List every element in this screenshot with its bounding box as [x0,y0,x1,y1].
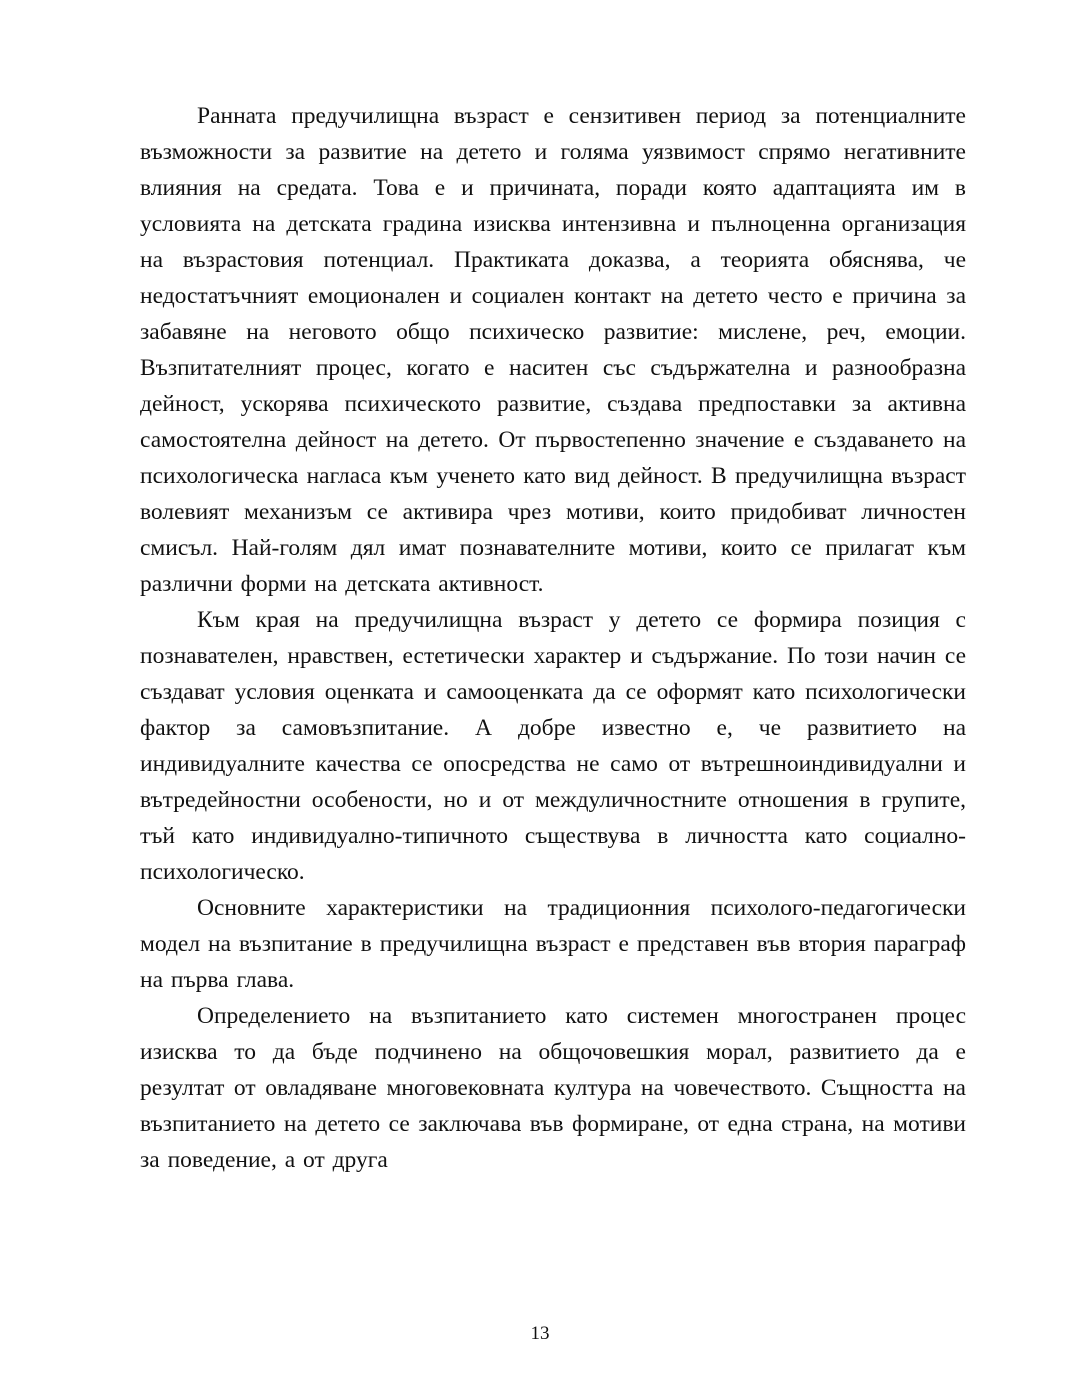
page-body-text [140,98,966,1178]
paragraph: Основните характеристики на традиционния психолого-педагогически модел на възпитание в предучилищна възраст е представен във втория параграф на първа глава. [140,895,966,993]
page-number: 13 [530,1323,550,1344]
paragraph: Към края на предучилищна възраст у детето се формира позиция с познавателен, нравствен, естетически характер и съдържание. По този начин се създават условия оценката и самооценката да се оформят като психологически фактор за самовъзпитание. А добре известно е, че развитието на индивидуалните качества се опосредства не само от вътрешноиндивидуални и вътредейностни особености, но и от междуличностните отношения в групите, тъй като индивидуално-типичното съществува в личността като социално-психологическо. [140,607,966,885]
paragraph: Ранната предучилищна възраст е сензитивен период за потенциалните възможности за развитие на детето и голяма уязвимост спрямо негативните влияния на средата. Това е и причината, поради която адаптацията им в условията на детската градина изисква интензивна и пълноценна организация на възрастовия потенциал. Практиката доказва, а теорията обяснява, че недостатъчният емоционален и социален контакт на детето често е причина за забавяне на неговото общо психическо развитие: мислене, реч, емоции. Възпитателният процес, когато е наситен със съдържателна и разнообразна дейност, ускорява психическото развитие, създава предпоставки за активна самостоятелна дейност на детето. От първостепенно значение е създаването на психологическа нагласа към ученето като вид дейност. В предучилищна възраст волевият механизъм се активира чрез мотиви, които придобиват личностен смисъл. Най-голям дял имат познавателните мотиви, които се прилагат към различни форми на детската активност. [140,103,966,597]
paragraph: Определението на възпитанието като системен многостранен процес изисква то да бъде подчинено на общочовешкия морал, развитието да е резултат от овладяване многовековната култура на човечеството. Същността на възпитанието на детето се заключава във формиране, от една страна, на мотиви за поведение, а от друга [140,1003,966,1173]
